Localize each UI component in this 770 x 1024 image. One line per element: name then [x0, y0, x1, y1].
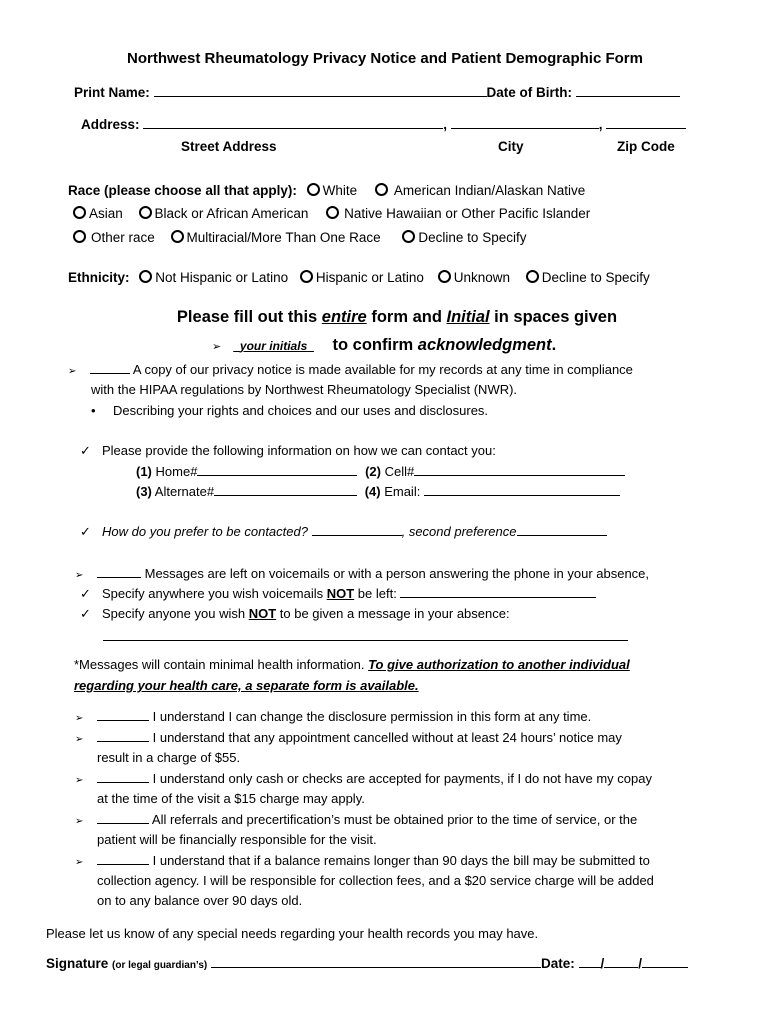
check-icon: ✓	[80, 524, 91, 539]
date-month-field[interactable]	[579, 956, 601, 968]
alt-num: (3)	[136, 484, 152, 499]
prefer-field[interactable]	[312, 524, 402, 536]
instr-entire: entire	[321, 308, 367, 326]
instr-initial: Initial	[446, 308, 490, 326]
arrow-icon: ➢	[75, 775, 84, 786]
instructions-line-1	[0, 308, 770, 327]
notice-bold-1: To give authorization to another individual	[368, 657, 630, 672]
voicemail-row	[80, 586, 596, 602]
signature-label: Signature	[46, 956, 109, 971]
understand-4-initials[interactable]	[97, 812, 149, 824]
messages-text-1: Messages are left on voicemails or with a person answering the phone in your absence,	[144, 566, 650, 581]
home-num: (1)	[136, 464, 152, 479]
privacy-line-1	[68, 362, 633, 377]
arrow-icon: ➢	[75, 857, 84, 868]
date-sep-1: /	[600, 956, 605, 971]
radio-american-indian-icon[interactable]	[375, 183, 388, 196]
understand-4-cont: patient will be financially responsible for the visit.	[97, 832, 377, 847]
ethnicity-option-decline: Decline to Specify	[541, 270, 650, 285]
radio-hispanic-icon[interactable]	[300, 270, 313, 283]
home-label: Home#	[155, 464, 198, 479]
understand-1	[75, 709, 591, 724]
privacy-text-1: A copy of our privacy notice is made available for my records at any time in compliance	[132, 362, 633, 377]
date-year-field[interactable]	[642, 956, 688, 968]
contact-prefer	[80, 524, 607, 540]
prefer-text: How do you prefer to be contacted?	[102, 524, 308, 539]
understand-5-cont-1: collection agency. I will be responsible for collection fees, and a $20 service charge will be added	[97, 873, 654, 888]
race-option-american-indian: American Indian/Alaskan Native	[393, 183, 586, 198]
arrow-icon: ➢	[75, 570, 84, 581]
race-option-white: White	[322, 183, 358, 198]
ethnicity-option-unknown: Unknown	[453, 270, 510, 285]
race-option-other: Other race	[91, 230, 155, 245]
arrow-icon: ➢	[68, 366, 77, 377]
initials-label-text: your initials	[239, 339, 308, 353]
arrow-icon: ➢	[75, 816, 84, 827]
race-option-asian: Asian	[89, 206, 123, 221]
instr-text-b: form and	[366, 308, 447, 326]
contact-intro-text: Please provide the following information on how we can contact you:	[102, 443, 496, 458]
understand-4	[75, 812, 637, 827]
radio-hawaiian-icon[interactable]	[326, 206, 339, 219]
dot-icon: •	[91, 403, 96, 418]
notice-line-1	[74, 657, 630, 672]
anyone-field[interactable]	[103, 640, 628, 641]
race-row-1	[68, 183, 585, 198]
understand-2	[75, 730, 622, 745]
arrow-icon: ➢	[75, 734, 84, 745]
ethnicity-row	[68, 270, 650, 285]
messages-line-1	[75, 566, 649, 581]
contact-row-2	[136, 484, 620, 499]
understand-5-text: I understand that if a balance remains longer than 90 days the bill may be submitted to	[152, 853, 650, 868]
cell-label: Cell#	[384, 464, 415, 479]
race-row-3	[73, 230, 526, 245]
understand-2-cont: result in a charge of $55.	[97, 750, 241, 765]
privacy-sub-text: Describing your rights and choices and our uses and disclosures.	[113, 403, 489, 418]
dob-label: Date of Birth:	[486, 85, 573, 100]
instr-text-a: Please fill out this	[176, 308, 322, 326]
understand-1-initials[interactable]	[97, 709, 149, 721]
race-option-hawaiian: Native Hawaiian or Other Pacific Islander	[344, 206, 591, 221]
understand-1-text: I understand I can change the disclosure permission in this form at any time.	[152, 709, 592, 724]
understand-2-text: I understand that any appointment cancelled without at least 24 hours’ notice may	[152, 730, 622, 745]
voicemail-text-b: be left:	[354, 586, 397, 601]
email-label: Email:	[384, 484, 421, 499]
second-pref-text: , second preference	[401, 524, 517, 539]
privacy-sub	[91, 403, 488, 418]
check-icon: ✓	[80, 586, 91, 601]
contact-row-1	[136, 464, 625, 479]
special-needs: Please let us know of any special needs regarding your health records you may have.	[46, 926, 539, 941]
notice-line-2: regarding your health care, a separate form is available.	[74, 678, 419, 693]
print-name-field[interactable]	[154, 85, 487, 97]
street-field[interactable]	[143, 117, 443, 129]
radio-other-race-icon[interactable]	[73, 230, 86, 243]
race-label: Race (please choose all that apply):	[68, 183, 297, 198]
radio-black-icon[interactable]	[139, 206, 152, 219]
anyone-text-a: Specify anyone you wish	[102, 606, 249, 621]
zip-field[interactable]	[606, 117, 686, 129]
zip-caption: Zip Code	[617, 139, 675, 154]
date-day-field[interactable]	[604, 956, 638, 968]
address-label: Address:	[81, 117, 140, 132]
second-pref-field[interactable]	[517, 524, 607, 536]
contact-intro	[80, 443, 496, 459]
radio-not-hispanic-icon[interactable]	[139, 270, 152, 283]
cell-num: (2)	[365, 464, 381, 479]
race-option-multiracial: Multiracial/More Than One Race	[186, 230, 381, 245]
race-option-black: Black or African American	[154, 206, 309, 221]
street-caption: Street Address	[181, 139, 277, 154]
anyone-row	[80, 606, 510, 622]
email-num: (4)	[364, 484, 381, 499]
instructions-line-2	[212, 336, 556, 355]
home-field[interactable]	[197, 464, 357, 476]
voicemail-field[interactable]	[400, 586, 596, 598]
understand-3-initials[interactable]	[97, 771, 149, 783]
signature-row	[46, 956, 688, 971]
date-label: Date:	[541, 956, 575, 971]
privacy-line-2: with the HIPAA regulations by Northwest Rheumatology Specialist (NWR).	[91, 382, 518, 397]
email-field[interactable]	[424, 484, 620, 496]
instr-acknowledgment: acknowledgment	[417, 336, 552, 354]
race-option-decline: Decline to Specify	[418, 230, 527, 245]
understand-5-initials[interactable]	[97, 853, 149, 865]
signature-sub: (or legal guardian’s)	[112, 960, 208, 971]
understand-2-initials[interactable]	[97, 730, 149, 742]
alt-label: Alternate#	[154, 484, 215, 499]
understand-5-cont-2: on to any balance over 90 days old.	[97, 893, 303, 908]
arrow-icon: ➢	[212, 341, 222, 353]
radio-decline-ethnicity-icon[interactable]	[526, 270, 539, 283]
notice-plain: *Messages will contain minimal health information.	[74, 657, 369, 672]
race-row-2	[73, 206, 590, 221]
radio-unknown-icon[interactable]	[438, 270, 451, 283]
instr-text-c: in spaces given	[489, 308, 618, 326]
print-name-row	[74, 85, 680, 100]
understand-5	[75, 853, 650, 868]
ethnicity-option-hispanic: Hispanic or Latino	[315, 270, 424, 285]
radio-asian-icon[interactable]	[73, 206, 86, 219]
understand-4-text: All referrals and precertification’s must be obtained prior to the time of service, or the	[151, 812, 638, 827]
understand-3-cont: at the time of the visit a $15 charge may apply.	[97, 791, 365, 806]
voicemail-text-a: Specify anywhere you wish voicemails	[102, 586, 327, 601]
understand-3-text: I understand only cash or checks are accepted for payments, if I do not have my copay	[152, 771, 652, 786]
dob-field[interactable]	[576, 85, 680, 97]
city-field[interactable]	[451, 117, 599, 129]
form-title: Northwest Rheumatology Privacy Notice and Patient Demographic Form	[127, 50, 643, 67]
ethnicity-label: Ethnicity:	[68, 270, 130, 285]
alt-field[interactable]	[214, 484, 357, 496]
messages-initials-field[interactable]	[97, 566, 141, 578]
check-icon: ✓	[80, 443, 91, 458]
voicemail-not: NOT	[326, 586, 355, 601]
radio-white-icon[interactable]	[307, 183, 320, 196]
address-row: Address: , ,	[81, 117, 686, 132]
anyone-not: NOT	[248, 606, 277, 621]
city-caption: City	[498, 139, 524, 154]
arrow-icon: ➢	[75, 713, 84, 724]
signature-field[interactable]	[211, 956, 541, 968]
cell-field[interactable]	[414, 464, 625, 476]
instr-confirm: to confirm	[332, 336, 418, 354]
radio-decline-race-icon[interactable]	[402, 230, 415, 243]
instr-period: .	[551, 336, 557, 354]
privacy-initials-field[interactable]	[90, 362, 130, 374]
anyone-text-b: to be given a message in your absence:	[276, 606, 510, 621]
radio-multiracial-icon[interactable]	[171, 230, 184, 243]
date-sep-2: /	[638, 956, 643, 971]
ethnicity-option-not-hispanic: Not Hispanic or Latino	[155, 270, 289, 285]
print-name-label: Print Name:	[74, 85, 150, 100]
check-icon: ✓	[80, 606, 91, 621]
understand-3	[75, 771, 652, 786]
initials-label	[233, 339, 314, 353]
